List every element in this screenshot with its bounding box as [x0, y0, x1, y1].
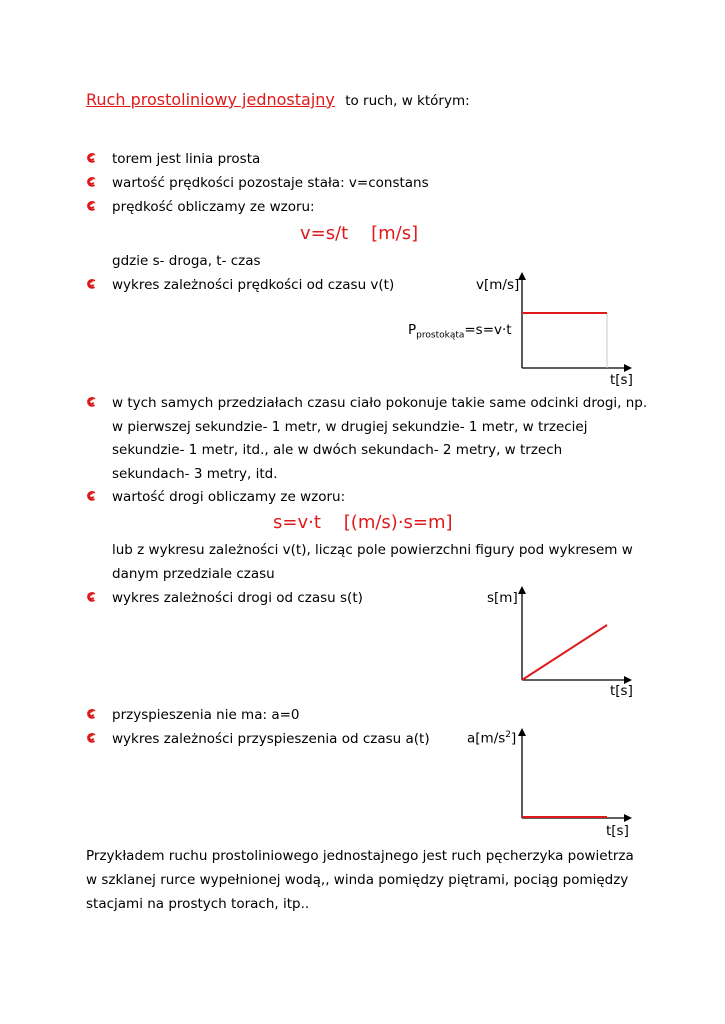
- area-label-rest: =s=v·t: [464, 322, 512, 338]
- bullet-text-9: wykres zależności przyspieszenia od czasu a(t): [112, 731, 430, 747]
- spiral-bullet-icon: [86, 591, 96, 603]
- title-suffix: to ruch, w którym:: [345, 93, 470, 109]
- area-label-sub: prostokąta: [416, 330, 465, 341]
- bullet-text-7: wykres zależności drogi od czasu s(t): [112, 590, 363, 606]
- graph-a-y-label-sup: 2: [505, 730, 512, 740]
- bullet-text-5-line-4: sekundach- 3 metry, itd.: [112, 466, 278, 482]
- bullet-text-5-line-2: w pierwszej sekundzie- 1 metr, w drugiej sekundzie- 1 metr, w trzeciej: [112, 419, 588, 435]
- spiral-bullet-icon: [86, 490, 96, 502]
- formula-note-line-1: lub z wykresu zależności v(t), licząc pole powierzchni figury pod wykresem w: [112, 542, 633, 558]
- spiral-bullet-icon: [86, 708, 96, 720]
- footer-line-1: Przykładem ruchu prostoliniowego jednostajnego jest ruch pęcherzyka powietrza: [86, 848, 634, 864]
- graph-s-x-label: t[s]: [610, 683, 633, 699]
- graph-v-y-label: v[m/s]: [476, 277, 520, 293]
- bullet-text-5: w tych samych przedziałach czasu ciało pokonuje takie same odcinki drogi, np.: [112, 395, 648, 411]
- area-label: [408, 322, 512, 341]
- bullet-text-1: torem jest linia prosta: [112, 151, 261, 167]
- page-title: Ruch prostoliniowy jednostajny: [86, 90, 335, 109]
- page-title-line: [86, 90, 470, 109]
- graph-v-x-label: t[s]: [610, 372, 633, 388]
- bullet-text-5-line-3: sekundzie- 1 metr, itd., ale w dwóch sekundach- 2 metry, w trzech: [112, 442, 563, 458]
- spiral-bullet-icon: [86, 152, 96, 164]
- graph-a-y-label-end: ]: [511, 730, 517, 747]
- graph-a-x-label: t[s]: [606, 823, 629, 839]
- bullet-text-3: prędkość obliczamy ze wzoru:: [112, 199, 315, 215]
- footer-line-2: w szklanej rurce wypełnionej wodą,, winda pomiędzy piętrami, pociąg pomiędzy: [86, 872, 629, 888]
- spiral-bullet-icon: [86, 732, 96, 744]
- graph-velocity: [512, 268, 637, 376]
- formula-note-line-2: danym przedziale czasu: [112, 566, 275, 582]
- footer-line-3: stacjami na prostych torach, itp..: [86, 896, 310, 912]
- graph-a-y-label: [467, 730, 516, 747]
- formula-distance: s=v·t [(m/s)·s=m]: [273, 512, 453, 533]
- spiral-bullet-icon: [86, 396, 96, 408]
- formula-velocity: v=s/t [m/s]: [300, 223, 419, 244]
- spiral-bullet-icon: [86, 176, 96, 188]
- spiral-bullet-icon: [86, 200, 96, 212]
- area-label-main: P: [408, 322, 417, 338]
- graph-a-y-label-main: a[m/s: [467, 730, 506, 747]
- bullet-text-4: wykres zależności prędkości od czasu v(t): [112, 277, 395, 293]
- graph-distance: [512, 582, 637, 690]
- graph-acceleration: [512, 724, 637, 826]
- bullet-text-6: wartość drogi obliczamy ze wzoru:: [112, 489, 346, 505]
- spiral-bullet-icon: [86, 278, 96, 290]
- graph-s-y-label: s[m]: [487, 590, 518, 606]
- bullet-text-8: przyspieszenia nie ma: a=0: [112, 707, 300, 723]
- where-text: gdzie s- droga, t- czas: [112, 253, 261, 269]
- bullet-text-2: wartość prędkości pozostaje stała: v=constans: [112, 175, 429, 191]
